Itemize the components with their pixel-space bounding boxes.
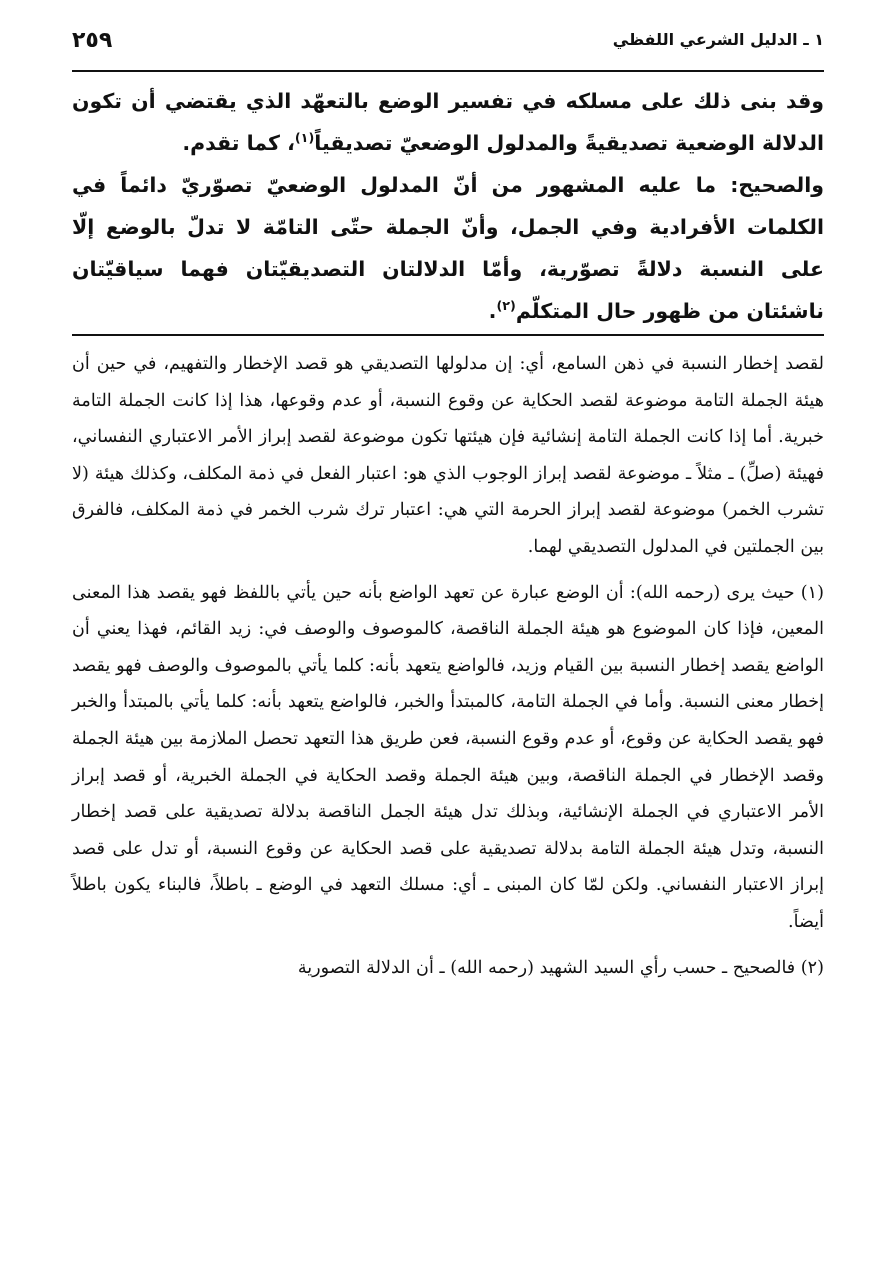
footnote-separator (72, 334, 824, 336)
main-paragraph-tail: ، كما تقدم. (182, 131, 295, 155)
footnote-ref[interactable]: (٢) (496, 298, 516, 314)
main-text (72, 80, 824, 332)
footnote-continuation: لقصد إخطار النسبة في ذهن السامع، أي: إن مدلولها التصديقي هو قصد الإخطار والتفهيم، في حين أن هيئة الجملة التامة موضوعة لقصد الحكاية عن وقوع النسبة، أو عدم وقوعها، هذا إذا كانت الجملة التامة خبرية. أما إذا كانت الجملة التامة إنشائية فإن هيئتها تكون موضوعة لقصد إبراز الأمر الاعتباري النفساني، فهيئة (صلِّ) ـ مثلاً ـ موضوعة لقصد إبراز الوجوب الذي هو: اعتبار الفعل في ذمة المكلف، وكذلك هيئة (لا تشرب الخمر) موضوعة لقصد إبراز الحرمة التي هي: اعتبار ترك شرب الخمر في ذمة المكلف، فالفرق بين الجملتين في المدلول التصديقي لهما. (72, 354, 824, 557)
main-paragraph-text: والصحيح: ما عليه المشهور من أنّ المدلول الوضعيّ تصوّريّ دائماً في الكلمات الأفرادية وفي الجمل، وأنّ الجملة حتّى التامّة لا تدلّ بالوضع إلّا على النسبة دلالةً تصوّرية، وأمّا الدلالتان التصديقيّتان فهما سياقيّتان ناشئتان من ظهور حال المتكلّم (72, 173, 824, 323)
footnotes (72, 346, 824, 986)
main-paragraph-tail: . (488, 299, 497, 323)
page-header (72, 28, 824, 68)
footnote-1: (١) حيث يرى (رحمه الله): أن الوضع عبارة عن تعهد الواضع بأنه حين يأتي باللفظ فهو يقصد هذا المعنى المعين، فإذا كان الموضوع هو هيئة الجملة الناقصة، كالموصوف والوصف في: زيد القائم، فهذا يعني أن الواضع يقصد إخطار النسبة بين القيام وزيد، فالواضع يتعهد بأنه: كلما يأتي بالموصوف والوصف فهو يقصد إخطار معنى النسبة. وأما في الجملة التامة، كالمبتدأ والخبر، فالواضع يتعهد بأنه: كلما يأتي بالمبتدأ والخبر فهو يقصد الحكاية عن وقوع، أو عدم وقوع النسبة، فعن طريق هذا التعهد تحصل الملازمة بين هيئة الجملة وقصد الإخطار في الجملة الناقصة، وبين هيئة الجملة وقصد الحكاية في الجملة الخبرية، أو قصد إبراز الأمر الاعتباري في الجملة الإنشائية، وبذلك تدل هيئة الجمل الناقصة بدلالة تصديقية على قصد إخطار النسبة، وتدل هيئة الجملة التامة بدلالة تصديقية على قصد الحكاية عن وقوع النسبة، أو تدل على قصد إبراز الاعتبار النفساني. ولكن لمّا كان المبنى ـ أي: مسلك التعهد في الوضع ـ باطلاً، فالبناء يكون باطلاً أيضاً. (72, 582, 824, 932)
page-number: ٢٥٩ (72, 28, 113, 53)
main-paragraph (72, 164, 824, 332)
footnote-ref[interactable]: (١) (294, 130, 315, 146)
header-rule (72, 70, 824, 72)
footnote-2: (٢) فالصحيح ـ حسب رأي السيد الشهيد (رحمه الله) ـ أن الدلالة التصورية (297, 957, 824, 978)
running-title: ١ ـ الدليل الشرعي اللفظي (612, 30, 824, 49)
main-paragraph-text: وقد بنى ذلك على مسلكه في تفسير الوضع بالتعهّد الذي يقتضي أن تكون الدلالة الوضعية تصديقيةً والمدلول الوضعيّ تصديقياً (72, 89, 824, 155)
main-paragraph (72, 80, 824, 164)
